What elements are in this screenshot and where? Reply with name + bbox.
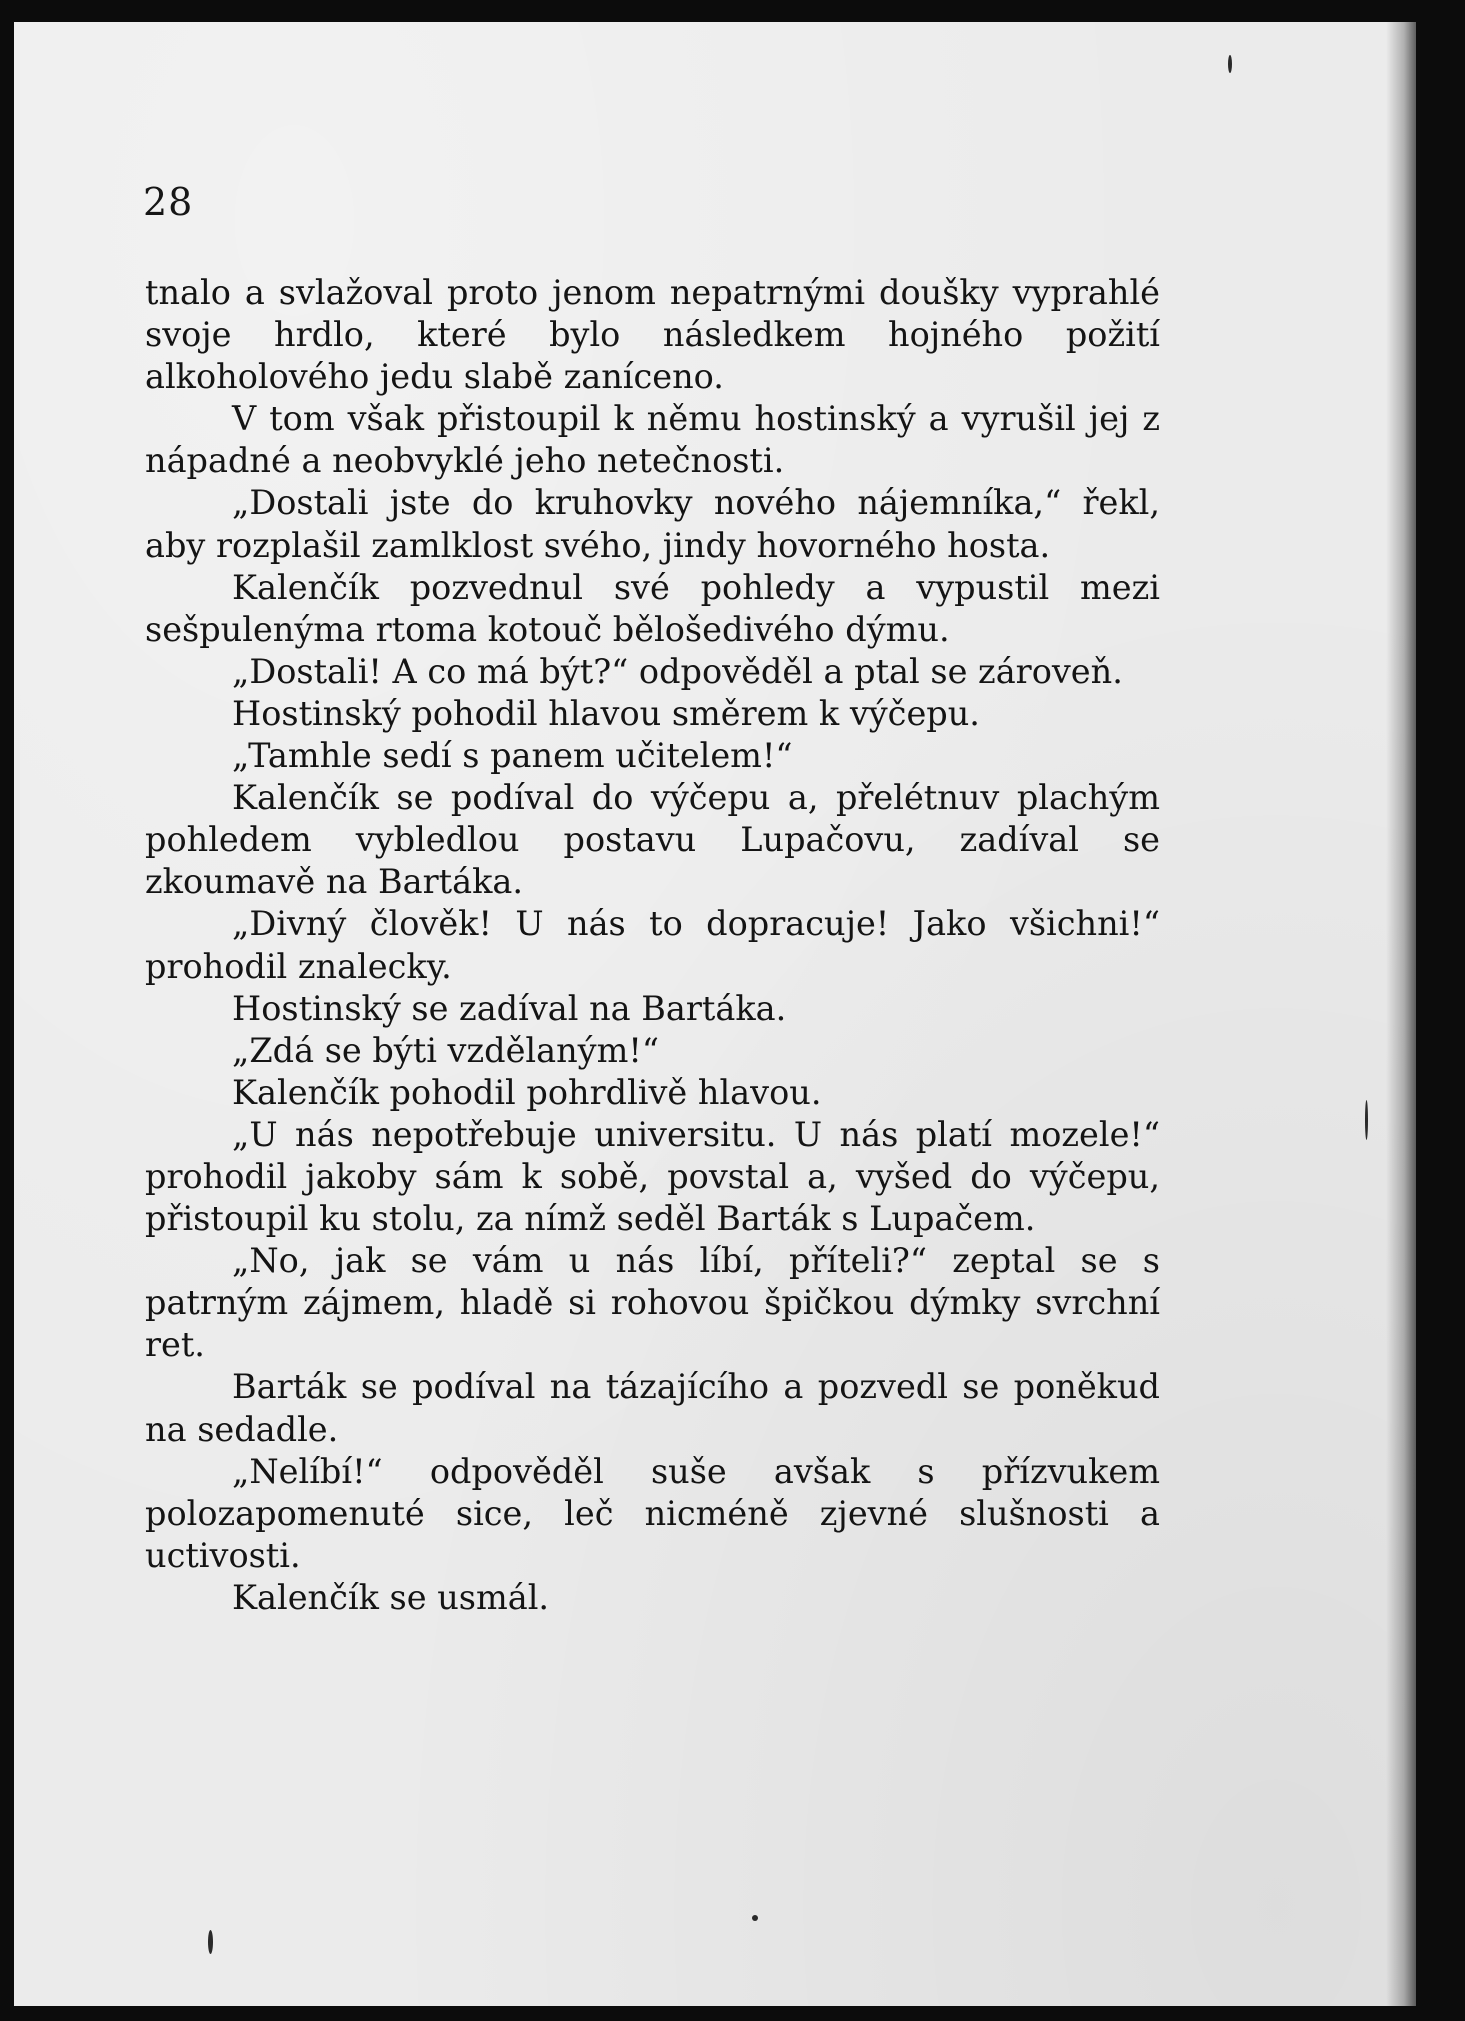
paragraph: „Nelíbí!“ odpověděl suše avšak s přízvukem polozapomenuté sice, leč nicméně zjevné slušnosti a uctivosti. (145, 1451, 1160, 1575)
paragraph: Hostinský se zadíval na Bartáka. (232, 988, 787, 1028)
paragraph: „Dostali jste do kruhovky nového nájemníka,“ řekl, aby rozplašil zamlklost svého, jindy hovorného hosta. (145, 483, 1160, 565)
paragraph: „Divný člověk! U nás to dopracuje! Jako všichni!“ prohodil znalecky. (145, 904, 1160, 986)
body-text (145, 272, 1160, 1619)
paragraph: „Dostali! A co má být?“ odpověděl a ptal se zároveň. (232, 651, 1123, 691)
print-speck (1365, 1100, 1368, 1140)
paragraph: Kalenčík pozvednul své pohledy a vypustil mezi sešpulenýma rtoma kotouč bělošedivého dýmu. (145, 567, 1160, 649)
paragraph: Kalenčík se usmál. (232, 1577, 550, 1617)
paragraph: Kalenčík pohodil pohrdlivě hlavou. (232, 1072, 822, 1112)
print-speck (208, 1930, 213, 1954)
page-number: 28 (143, 180, 194, 224)
paragraph: „U nás nepotřebuje universitu. U nás platí mozele!“ prohodil jakoby sám k sobě, povstal a, vyšed do výčepu, přistoupil ku stolu, za nímž seděl Barták s Lupačem. (145, 1114, 1160, 1239)
paragraph: Hostinský pohodil hlavou směrem k výčepu. (232, 693, 980, 733)
paragraph: „Zdá se býti vzdělaným!“ (232, 1030, 659, 1070)
paragraph: „No, jak se vám u nás líbí, příteli?“ zeptal se s patrným zájmem, hladě si rohovou špičkou dýmky svrchní ret. (145, 1241, 1160, 1365)
paragraph: tnalo a svlažoval proto jenom nepatrnými doušky vyprahlé svoje hrdlo, které bylo následkem hojného požití alkoholového jedu slabě zaníceno. (145, 273, 1160, 397)
paragraph: Kalenčík se podíval do výčepu a, přelétnuv plachým pohledem vybledlou postavu Lupačovu, zadíval se zkoumavě na Bartáka. (145, 778, 1160, 902)
page-edge-shadow (1386, 22, 1416, 2006)
paragraph: Barták se podíval na tázajícího a pozvedl se poněkud na sedadle. (145, 1367, 1160, 1449)
paragraph: V tom však přistoupil k němu hostinský a vyrušil jej z nápadné a neobvyklé jeho netečnosti. (145, 399, 1160, 481)
print-speck (1228, 55, 1232, 73)
print-speck (752, 1915, 758, 1921)
paragraph: „Tamhle sedí s panem učitelem!“ (232, 736, 793, 776)
